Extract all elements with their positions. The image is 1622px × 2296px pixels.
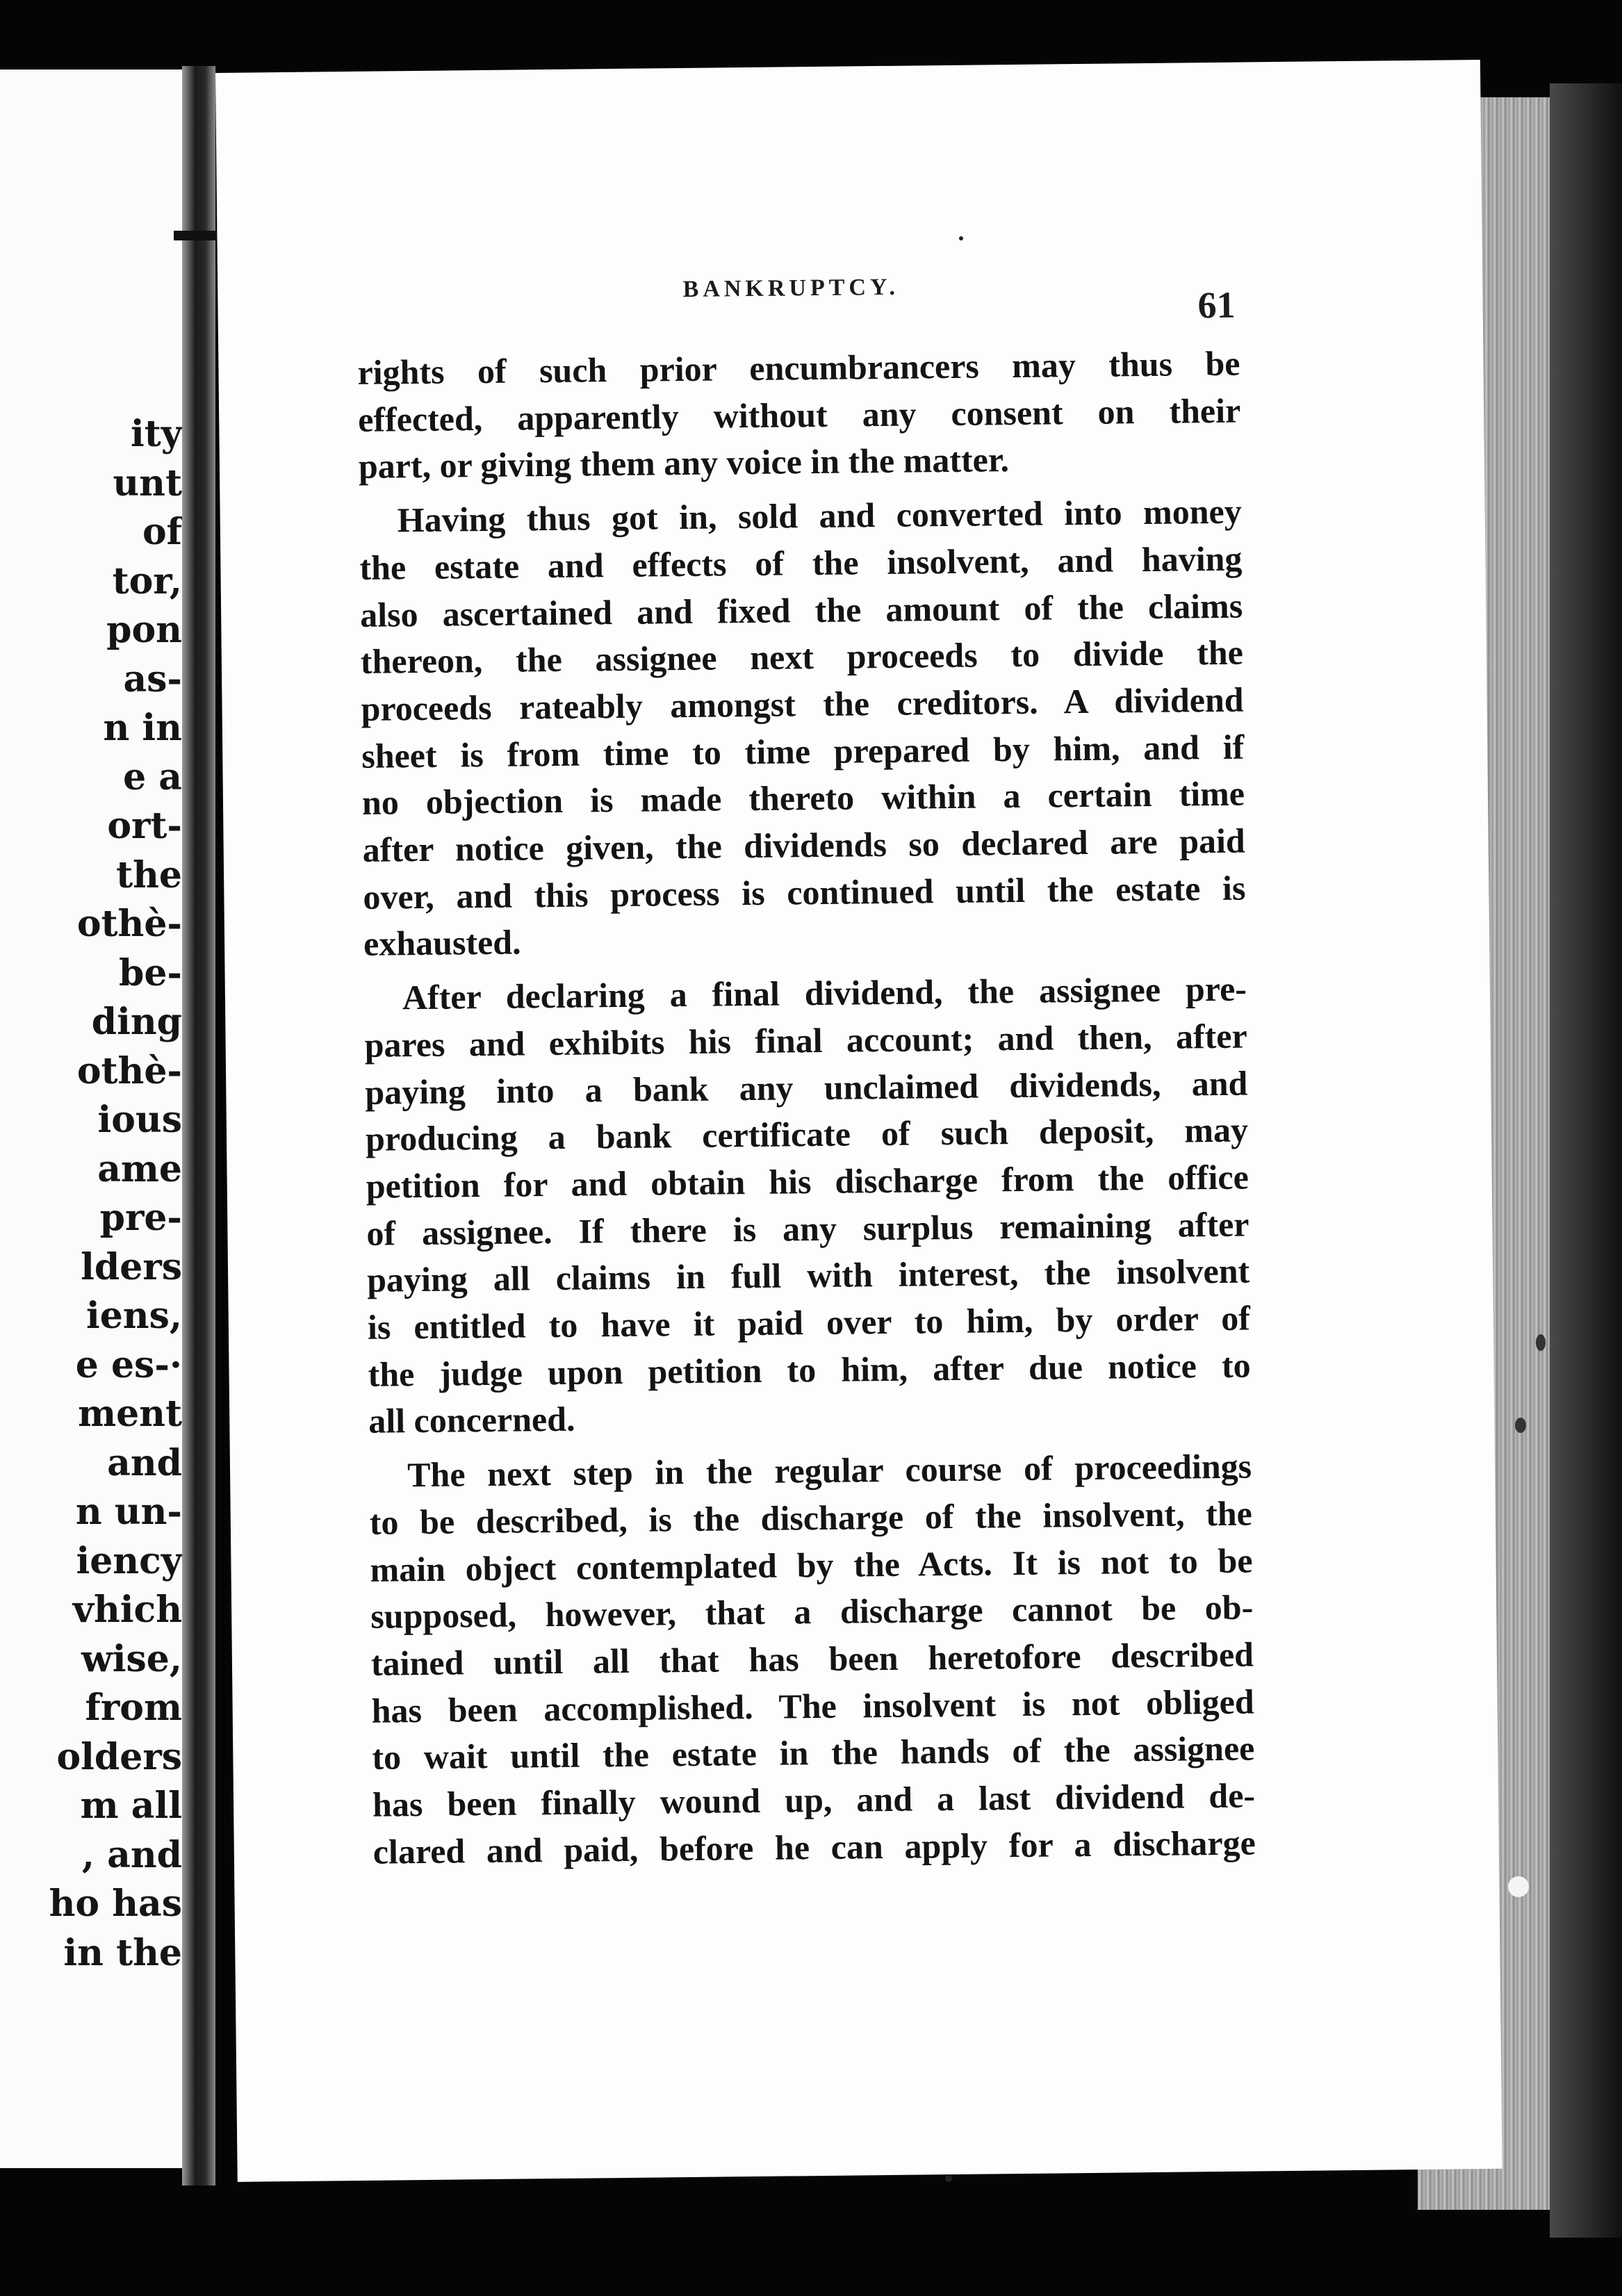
- text-line: exhausted.: [363, 922, 521, 964]
- text-line: over, and this process is continued until the estate is: [363, 868, 1246, 917]
- text-line: main object contemplated by the Acts. It is not to be: [370, 1541, 1253, 1589]
- text-line: effected, apparently without any consent on their: [357, 391, 1241, 439]
- paragraph: [369, 1443, 1256, 1876]
- body-text: [357, 341, 1256, 1883]
- text-line: supposed, however, that a discharge cannot be ob-: [370, 1587, 1254, 1637]
- text-line: after notice given, the dividends so declared are paid: [362, 821, 1245, 869]
- left-page: [0, 69, 188, 2168]
- text-line: sheet is from time to time prepared by him, and if: [361, 727, 1245, 776]
- text-line: to be described, is the discharge of the insolvent, the: [369, 1493, 1253, 1542]
- text-line: Having thus got in, sold and converted into money: [397, 491, 1242, 540]
- book-gutter: [182, 66, 215, 2186]
- left-page-line: as-: [123, 657, 182, 700]
- left-page-line: e es-·: [75, 1343, 182, 1386]
- scan-speck: [1536, 1334, 1546, 1351]
- left-page-line: lders: [81, 1245, 182, 1288]
- left-page-line: pon: [106, 609, 182, 651]
- text-line: has been finally wound up, and a last dividend de-: [372, 1776, 1256, 1824]
- scan-speck: [959, 236, 963, 240]
- left-page-line: pre-: [99, 1197, 182, 1239]
- right-page: [215, 60, 1502, 2182]
- text-line: paying all claims in full with interest, the insolvent: [366, 1251, 1250, 1300]
- left-page-line: ho has: [49, 1883, 182, 1925]
- page-edge-shadow: [1550, 83, 1622, 2238]
- left-page-line: and: [107, 1441, 182, 1484]
- text-line: petition for and obtain his discharge from the office: [366, 1157, 1250, 1206]
- left-page-line: m all: [80, 1785, 182, 1827]
- text-line: no objection is made thereto within a certain time: [361, 773, 1245, 823]
- left-page-line: ort-: [107, 805, 182, 847]
- text-line: has been accomplished. The insolvent is not obliged: [371, 1682, 1254, 1730]
- text-line: the judge upon petition to him, after due notice to: [368, 1345, 1251, 1394]
- text-line: The next step in the regular course of proceedings: [407, 1446, 1252, 1495]
- text-line: producing a bank certificate of such deposit, may: [365, 1110, 1249, 1159]
- left-page-line: olders: [56, 1735, 182, 1778]
- text-line: all concerned.: [368, 1400, 575, 1441]
- text-line: also ascertained and fixed the amount of the claims: [359, 586, 1243, 634]
- left-page-line: be-: [118, 951, 182, 994]
- left-page-line: iens,: [85, 1295, 182, 1337]
- text-line: part, or giving them any voice in the matter.: [358, 440, 1010, 486]
- scan-speck: [1515, 1418, 1526, 1433]
- left-page-line: tor,: [112, 559, 182, 602]
- text-line: to wait until the estate in the hands of the assignee: [372, 1728, 1255, 1778]
- text-line: After declaring a final dividend, the assignee pre-: [402, 969, 1247, 1017]
- text-line: rights of such prior encumbrancers may thus be: [357, 343, 1240, 392]
- left-page-line: unt: [113, 461, 182, 505]
- text-line: pares and exhibits his final account; and then, after: [364, 1016, 1247, 1065]
- text-line: of assignee. If there is any surplus remaining after: [366, 1204, 1250, 1253]
- left-page-line: othè-: [76, 1049, 182, 1092]
- left-page-line: from: [85, 1687, 182, 1729]
- left-page-line: othè-: [76, 903, 182, 945]
- left-page-line: ding: [91, 1001, 182, 1043]
- left-page-line: vhich: [72, 1589, 182, 1631]
- paragraph: [364, 966, 1252, 1445]
- left-page-line: ious: [97, 1099, 182, 1141]
- left-page-line: of: [142, 511, 182, 553]
- text-line: the estate and effects of the insolvent, and having: [359, 539, 1243, 587]
- scan-speck: [945, 2175, 952, 2182]
- left-page-line: ame: [97, 1147, 182, 1190]
- paragraph: [357, 341, 1241, 491]
- left-page-line: in the: [63, 1931, 182, 1974]
- left-page-line: ment: [78, 1393, 182, 1435]
- left-page-line: , and: [81, 1833, 182, 1876]
- paragraph: [359, 489, 1246, 968]
- left-page-line: e a: [123, 755, 182, 798]
- text-line: is entitled to have it paid over to him, by order of: [367, 1298, 1251, 1347]
- left-page-text: [0, 410, 182, 1978]
- left-page-line: n in: [103, 707, 182, 749]
- left-page-line: wise,: [81, 1637, 182, 1680]
- text-line: clared and paid, before he can apply for a discharge: [372, 1823, 1256, 1871]
- running-head: BANKRUPTCY.: [682, 274, 900, 302]
- text-line: thereon, the assignee next proceeds to divide the: [360, 632, 1244, 682]
- left-page-line: n un-: [75, 1491, 182, 1533]
- scan-speck: [1508, 1876, 1529, 1897]
- text-line: tained until all that has been heretofore described: [370, 1634, 1254, 1683]
- left-page-line: iency: [76, 1539, 182, 1582]
- left-page-line: the: [116, 853, 182, 896]
- left-page-line: ity: [131, 413, 182, 455]
- text-line: proceeds rateably amongst the creditors. A dividend: [361, 680, 1244, 728]
- page-number: 61: [1197, 284, 1236, 327]
- text-line: paying into a bank any unclaimed dividends, and: [365, 1063, 1248, 1112]
